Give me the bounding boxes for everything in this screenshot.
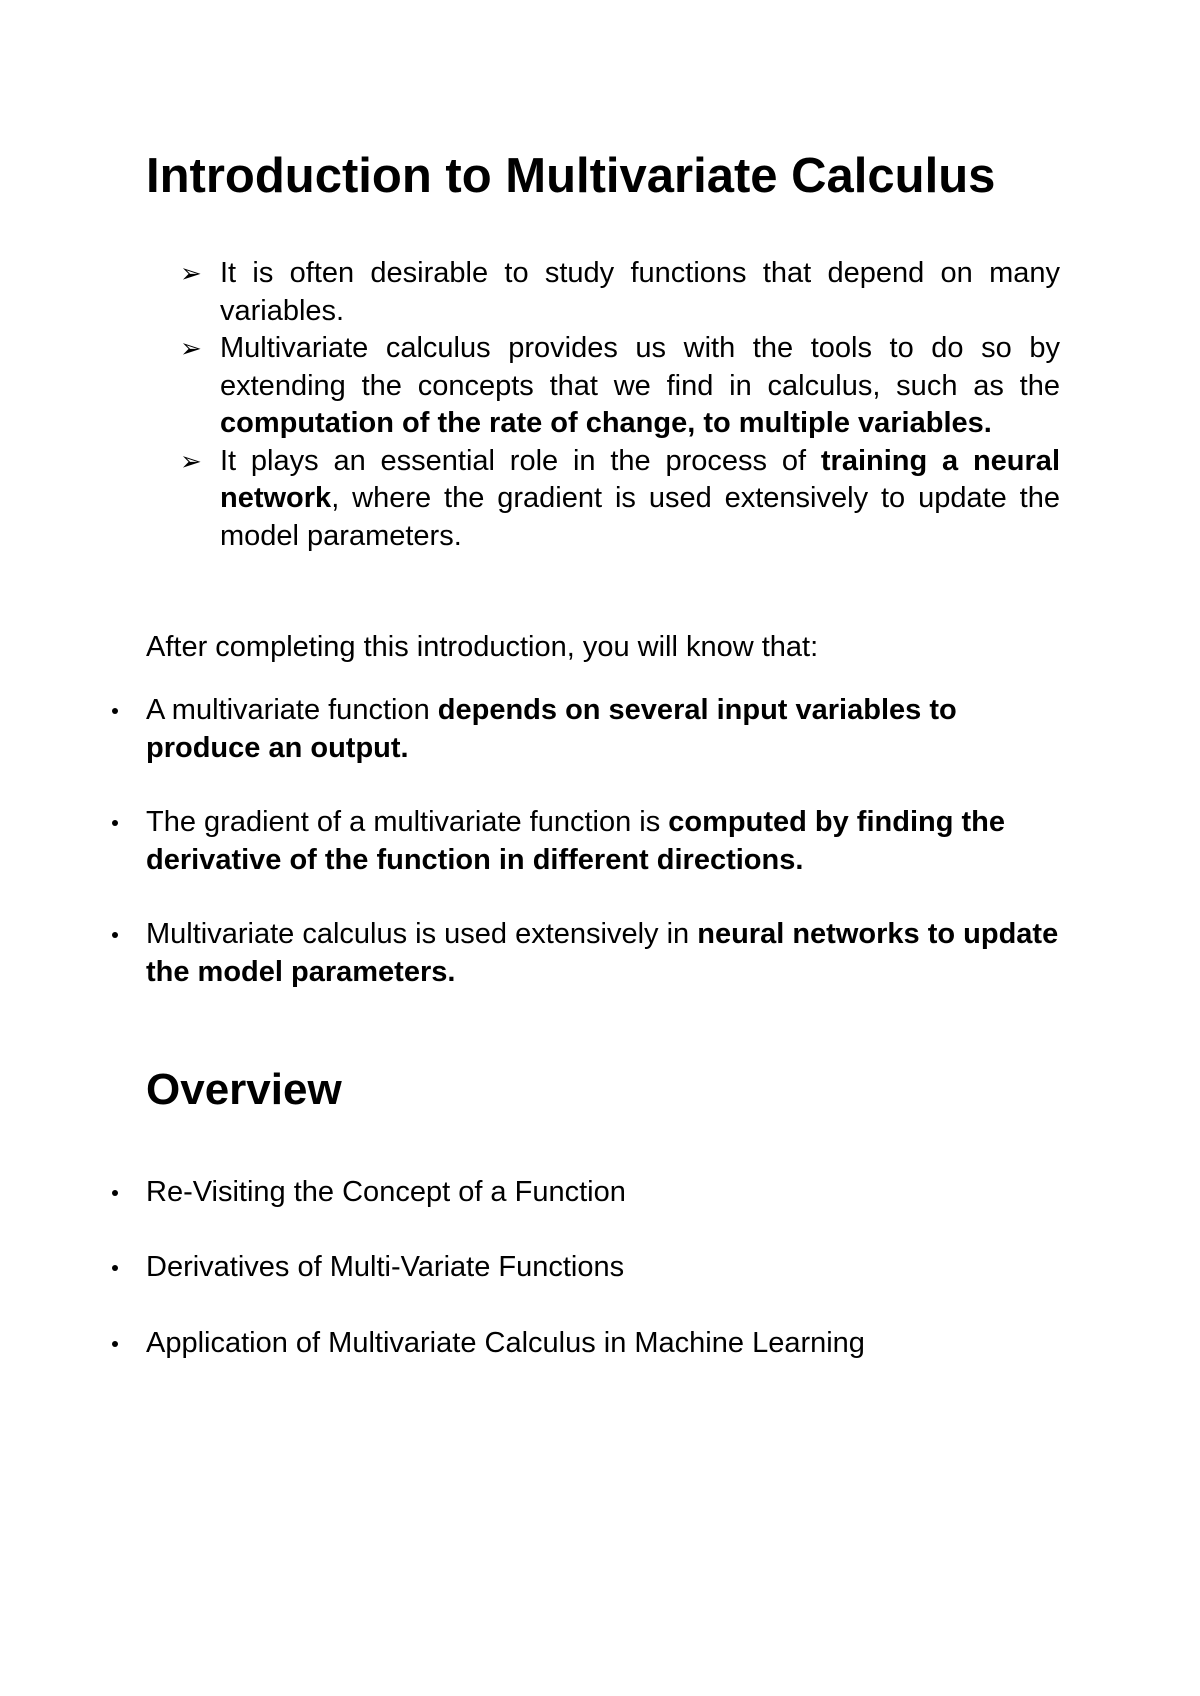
arrow-point-item bbox=[180, 330, 1060, 443]
learning-item bbox=[146, 916, 1060, 991]
overview-item bbox=[146, 1174, 1060, 1212]
arrow-point-text: Multivariate calculus provides us with the tools to do so by extending the concepts that we find in calculus, such as the bbox=[220, 332, 1060, 402]
learning-text: Multivariate calculus is used extensively in bbox=[146, 918, 698, 950]
learning-bold-text: neural networks to update the model parameters. bbox=[146, 918, 1059, 988]
learning-item bbox=[146, 804, 1060, 879]
arrow-bullet-icon: ➢ bbox=[180, 258, 202, 288]
arrow-point-bold-text: computation of the rate of change, to multiple variables. bbox=[220, 407, 992, 439]
learning-bold-text: computed by finding the derivative of the function in different directions. bbox=[146, 806, 1005, 876]
bullet-dot-icon bbox=[112, 820, 118, 826]
bullet-dot-icon bbox=[112, 932, 118, 938]
learning-bold-text: depends on several input variables to produce an output. bbox=[146, 694, 957, 764]
arrow-bullet-icon: ➢ bbox=[180, 333, 202, 363]
bullet-dot-icon bbox=[112, 708, 118, 714]
arrow-point-item bbox=[180, 443, 1060, 556]
bullet-dot-icon bbox=[112, 1341, 118, 1347]
overview-item-text: Re-Visiting the Concept of a Function bbox=[146, 1176, 626, 1208]
bullet-dot-icon bbox=[112, 1265, 118, 1271]
overview-item-text: Application of Multivariate Calculus in Machine Learning bbox=[146, 1327, 865, 1359]
overview-item bbox=[146, 1249, 1060, 1287]
learning-text: The gradient of a multivariate function is bbox=[146, 806, 669, 838]
intro-line: After completing this introduction, you will know that: bbox=[146, 631, 819, 663]
learning-item bbox=[146, 692, 1060, 767]
arrow-point-item bbox=[180, 255, 1060, 330]
bullet-dot-icon bbox=[112, 1190, 118, 1196]
arrow-point-text: It plays an essential role in the process of bbox=[220, 444, 821, 477]
page-title: Introduction to Multivariate Calculus bbox=[146, 149, 996, 203]
learning-text: A multivariate function bbox=[146, 694, 438, 726]
arrow-point-text: It is often desirable to study functions that depend on many variables. bbox=[220, 257, 1060, 327]
arrow-point-list bbox=[180, 255, 1060, 555]
overview-item bbox=[146, 1325, 1060, 1363]
arrow-point-text-tail: , where the gradient is used extensively to update the model parameters. bbox=[220, 482, 1060, 552]
arrow-bullet-icon: ➢ bbox=[180, 445, 202, 476]
arrow-point-bold-text: training a neural network bbox=[220, 444, 1060, 514]
overview-item-text: Derivatives of Multi-Variate Functions bbox=[146, 1251, 625, 1283]
overview-heading: Overview bbox=[146, 1065, 342, 1114]
